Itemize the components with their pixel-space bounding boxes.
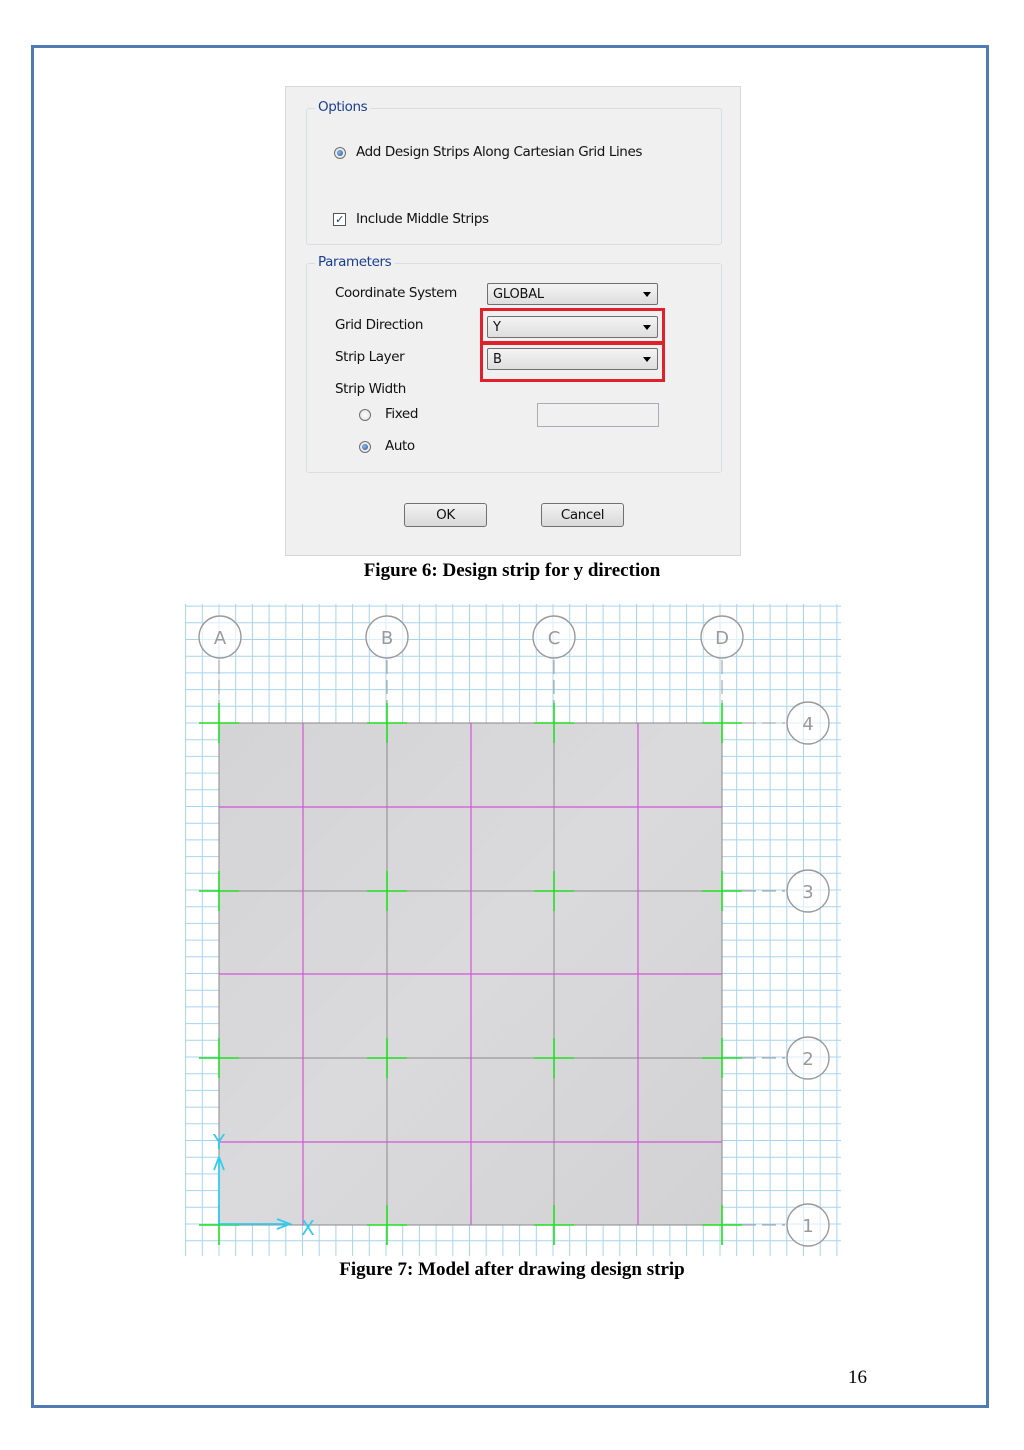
fixed-width-radio[interactable] xyxy=(359,409,371,421)
coordinate-system-value: GLOBAL xyxy=(493,287,544,302)
include-middle-strips-checkbox[interactable]: ✓ xyxy=(333,213,346,226)
row-bubble-3 xyxy=(787,870,829,912)
column-bubble-b xyxy=(366,616,408,658)
coordinate-system-dropdown[interactable] xyxy=(487,283,658,305)
figure7-caption: Figure 7: Model after drawing design strip xyxy=(339,1259,685,1280)
options-group-title: Options xyxy=(315,99,370,115)
cancel-button[interactable]: Cancel xyxy=(541,503,624,527)
svg-text:3: 3 xyxy=(802,882,814,903)
column-bubble-c xyxy=(533,616,575,658)
row-bubble-2 xyxy=(787,1037,829,1079)
add-design-strips-label: Add Design Strips Along Cartesian Grid Lines xyxy=(356,144,642,160)
auto-width-label: Auto xyxy=(385,438,415,454)
add-design-strips-radio[interactable] xyxy=(334,147,346,159)
svg-text:2: 2 xyxy=(802,1049,814,1070)
figure6-caption: Figure 6: Design strip for y direction xyxy=(363,560,661,581)
auto-width-radio[interactable] xyxy=(359,441,371,453)
grid-direction-highlight xyxy=(480,308,665,344)
svg-text:C: C xyxy=(547,628,561,649)
grid-direction-label: Grid Direction xyxy=(335,317,424,333)
svg-text:B: B xyxy=(380,628,394,649)
fixed-width-label: Fixed xyxy=(385,406,418,422)
svg-text:4: 4 xyxy=(802,714,814,735)
svg-text:D: D xyxy=(715,628,729,649)
ok-button[interactable]: OK xyxy=(404,503,487,527)
svg-text:A: A xyxy=(213,628,227,649)
strip-layer-label: Strip Layer xyxy=(335,349,405,365)
strip-width-label: Strip Width xyxy=(335,381,406,397)
parameters-group-title: Parameters xyxy=(315,254,394,270)
column-bubble-a xyxy=(199,616,241,658)
strip-layer-highlight xyxy=(480,342,665,382)
model-plan-view xyxy=(185,604,841,1256)
fixed-width-input[interactable] xyxy=(537,403,659,427)
strip-layer-value: B xyxy=(493,352,502,367)
coordinate-system-label: Coordinate System xyxy=(335,285,457,301)
grid-direction-value: Y xyxy=(493,320,501,335)
row-bubble-4 xyxy=(787,702,829,744)
axis-x-label: X xyxy=(301,1216,315,1240)
column-bubble-d xyxy=(701,616,743,658)
svg-text:1: 1 xyxy=(802,1216,814,1237)
chevron-down-icon xyxy=(643,292,651,297)
include-middle-strips-label: Include Middle Strips xyxy=(356,211,489,227)
row-bubble-1 xyxy=(787,1204,829,1246)
axis-y-label: Y xyxy=(212,1130,226,1154)
design-strip-dialog xyxy=(285,86,741,556)
page-number: 16 xyxy=(848,1367,867,1388)
